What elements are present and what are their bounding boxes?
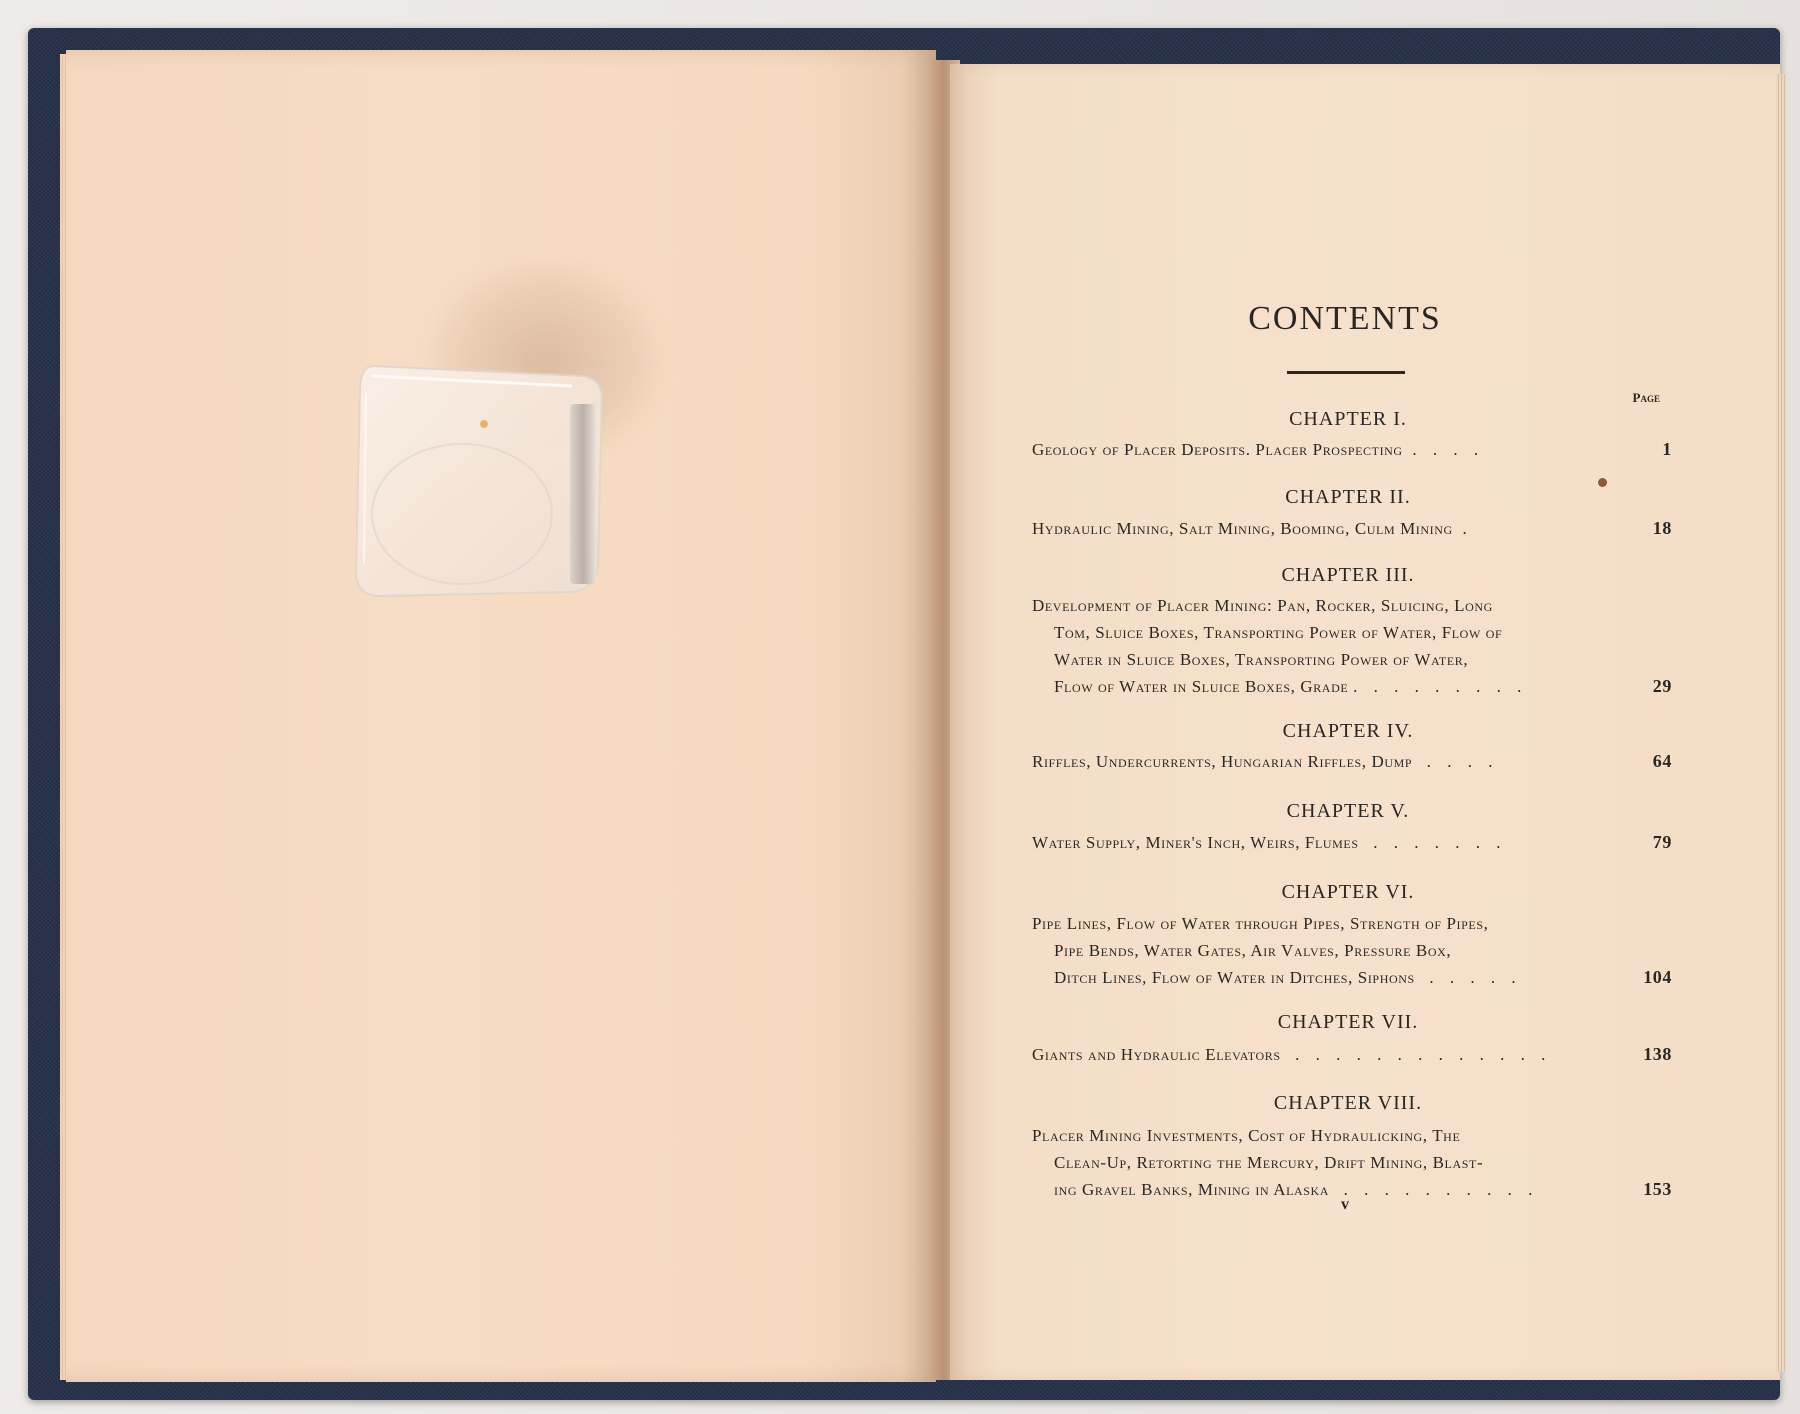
contents-title: CONTENTS: [1248, 300, 1442, 337]
leader-dots: . . . .: [1412, 440, 1485, 459]
page-column-heading: Page: [1632, 390, 1660, 405]
chapter-2-heading: CHAPTER II.: [1285, 486, 1411, 508]
chapter-5-heading: CHAPTER V.: [1286, 800, 1410, 822]
chapter-3-page: 29: [1652, 676, 1672, 696]
chapter-5-title-line: Water Supply, Miner's Inch, Weirs, Flumes . . . . . . .: [1032, 833, 1507, 852]
leader-dots: . . . . . . . . . .: [1343, 1180, 1539, 1199]
chapter-7-entry: [1032, 1041, 1672, 1068]
chapter-6-page: 104: [1643, 967, 1672, 987]
chapter-1-title-line: Geology of Placer Deposits. Placer Prospecting . . . .: [1032, 440, 1485, 459]
chapter-3-heading: CHAPTER III.: [1281, 564, 1415, 586]
chapter-6-entry: [1032, 910, 1672, 991]
glass-paperweight: [352, 364, 606, 600]
chapter-6-line-1: Pipe Lines, Flow of Water through Pipes, Strength of Pipes,: [1032, 914, 1489, 933]
chapter-8-line-3: ing Gravel Banks, Mining in Alaska . . . . . . . . . .: [1054, 1180, 1539, 1199]
chapter-2-page: 18: [1652, 518, 1672, 538]
chapter-3-line-3: Water in Sluice Boxes, Transporting Power of Water,: [1054, 650, 1469, 669]
chapter-1-heading: CHAPTER I.: [1289, 408, 1407, 430]
chapter-6-line-2: Pipe Bends, Water Gates, Air Valves, Pressure Box,: [1054, 941, 1452, 960]
chapter-5-entry: [1032, 829, 1672, 856]
chapter-2-entry: [1032, 515, 1672, 542]
chapter-4-entry: [1032, 748, 1672, 775]
page-folio: v: [1341, 1196, 1349, 1213]
foxing-spot: [1598, 478, 1607, 487]
left-page: [66, 50, 936, 1382]
chapter-8-entry: [1032, 1122, 1672, 1203]
leader-dots: . . . . .: [1429, 968, 1522, 987]
chapter-7-page: 138: [1643, 1044, 1672, 1064]
chapter-3-line-4: Flow of Water in Sluice Boxes, Grade . . . . . . . . .: [1054, 677, 1528, 696]
leader-dots: .: [1462, 519, 1473, 538]
chapter-4-page: 64: [1652, 751, 1672, 771]
chapter-8-page: 153: [1643, 1179, 1672, 1199]
leader-dots: . . . .: [1426, 752, 1499, 771]
chapter-5-page: 79: [1652, 832, 1672, 852]
leader-dots: . . . . . . . . . . . . .: [1295, 1045, 1552, 1064]
title-rule: [1287, 371, 1405, 374]
chapter-7-heading: CHAPTER VII.: [1277, 1011, 1419, 1033]
chapter-2-title-line: Hydraulic Mining, Salt Mining, Booming, Culm Mining .: [1032, 519, 1473, 538]
chapter-1-page: 1: [1662, 439, 1672, 459]
chapter-8-line-2: Clean-Up, Retorting the Mercury, Drift Mining, Blast-: [1054, 1153, 1484, 1172]
chapter-1-entry: [1032, 436, 1672, 463]
chapter-6-heading: CHAPTER VI.: [1281, 881, 1415, 903]
right-page-edges: [1776, 74, 1786, 1372]
chapter-6-line-3: Ditch Lines, Flow of Water in Ditches, Siphons . . . . .: [1054, 968, 1522, 987]
leader-dots: . . . . . . . . .: [1353, 677, 1528, 696]
chapter-7-title-line: Giants and Hydraulic Elevators . . . . . . . . . . . . .: [1032, 1045, 1552, 1064]
chapter-3-line-2: Tom, Sluice Boxes, Transporting Power of Water, Flow of: [1054, 623, 1503, 642]
leader-dots: . . . . . . .: [1373, 833, 1507, 852]
chapter-4-heading: CHAPTER IV.: [1282, 720, 1414, 742]
chapter-3-line-1: Development of Placer Mining: Pan, Rocker, Sluicing, Long: [1032, 596, 1493, 615]
chapter-8-line-1: Placer Mining Investments, Cost of Hydraulicking, The: [1032, 1126, 1461, 1145]
chapter-3-entry: [1032, 592, 1672, 700]
chapter-8-heading: CHAPTER VIII.: [1273, 1092, 1423, 1114]
chapter-4-title-line: Riffles, Undercurrents, Hungarian Riffles, Dump . . . .: [1032, 752, 1499, 771]
